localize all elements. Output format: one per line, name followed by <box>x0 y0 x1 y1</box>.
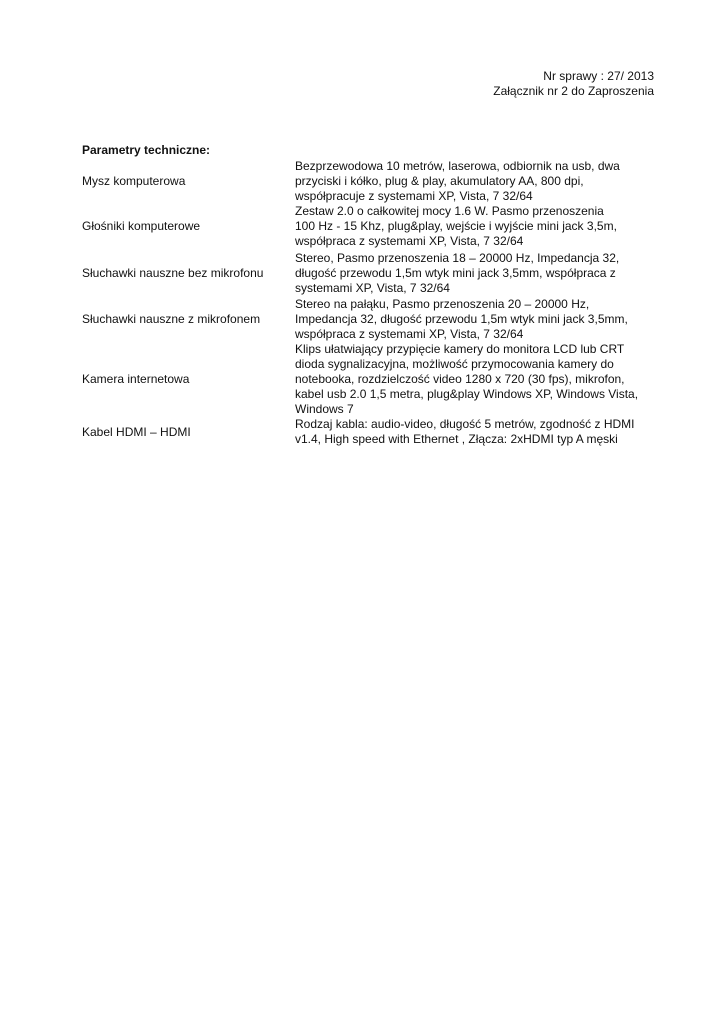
spec-name: Mysz komputerowa <box>82 174 186 188</box>
spec-name: Głośniki komputerowe <box>82 219 201 233</box>
spec-row-headset <box>82 297 652 342</box>
spec-description: Klips ułatwiający przypięcie kamery do monitora LCD lub CRT dioda sygnalizacyjna, możliwość przymocowania kamery do notebooka, rozdzielczość video 1280 x 720 (30 fps), mikrofon, kabel usb 2.0 1,5 metra, plug&play Windows XP, Windows Vista, Windows 7 <box>295 342 639 416</box>
spec-name: Słuchawki nauszne z mikrofonem <box>82 312 261 326</box>
case-number: Nr sprawy : 27/ 2013 <box>543 69 654 83</box>
spec-row-mouse <box>82 159 652 204</box>
spec-description: Bezprzewodowa 10 metrów, laserowa, odbiornik na usb, dwa przyciski i kółko, plug & play, akumulatory AA, 800 dpi, współpracuje z systemami XP, Vista, 7 32/64 <box>295 159 620 203</box>
spec-name: Słuchawki nauszne bez mikrofonu <box>82 265 264 280</box>
spec-name: Kamera internetowa <box>82 372 190 386</box>
spec-row-speakers <box>82 204 652 249</box>
spec-row-hdmi-cable <box>82 417 652 447</box>
spec-name: Kabel HDMI – HDMI <box>82 424 191 439</box>
spec-description: Stereo na pałąku, Pasmo przenoszenia 20 – 20000 Hz, Impedancja 32, długość przewodu 1,5m wtyk mini jack 3,5mm, współpraca z systemami XP, Vista, 7 32/64 <box>295 297 628 341</box>
spec-description: Stereo, Pasmo przenoszenia 18 – 20000 Hz, Impedancja 32, długość przewodu 1,5m wtyk mini jack 3,5mm, współpraca z systemami XP, Vista, 7 32/64 <box>295 250 620 295</box>
spec-row-webcam <box>82 342 652 417</box>
page-header <box>493 69 654 99</box>
spec-description: Rodzaj kabla: audio-video, długość 5 metrów, zgodność z HDMI v1.4, High speed with Ethernet , Złącza: 2xHDMI typ A męski <box>295 417 635 446</box>
spec-row-headphones <box>82 249 652 297</box>
attachment-label: Załącznik nr 2 do Zaproszenia <box>493 84 654 98</box>
spec-description: Zestaw 2.0 o całkowitej mocy 1.6 W. Pasmo przenoszenia 100 Hz - 15 Khz, plug&play, wejście i wyjście mini jack 3,5m, współpraca z systemami XP, Vista, 7 32/64 <box>295 204 617 248</box>
section-title: Parametry techniczne: <box>82 143 211 157</box>
spec-table <box>82 159 652 447</box>
